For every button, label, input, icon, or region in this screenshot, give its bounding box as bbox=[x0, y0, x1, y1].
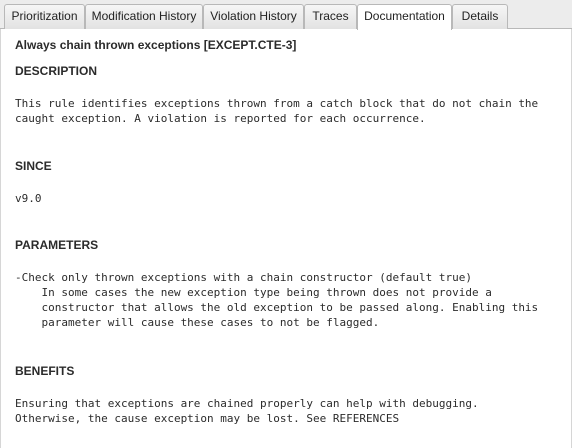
tab-prioritization[interactable]: Prioritization bbox=[4, 4, 85, 29]
since-text: v9.0 bbox=[15, 192, 42, 205]
parameters-heading: PARAMETERS bbox=[15, 238, 99, 252]
tab-violation-history[interactable]: Violation History bbox=[203, 4, 304, 29]
benefits-heading: BENEFITS bbox=[15, 364, 75, 378]
description-text: This rule identifies exceptions thrown from a catch block that do not chain the caught exception. A violation is reported for each occurrence. bbox=[15, 97, 539, 125]
tab-modification-history[interactable]: Modification History bbox=[85, 4, 203, 29]
tab-bar bbox=[0, 0, 572, 29]
description-heading: DESCRIPTION bbox=[15, 64, 98, 78]
tab-traces[interactable]: Traces bbox=[304, 4, 357, 29]
rule-title: Always chain thrown exceptions [EXCEPT.CTE-3] bbox=[15, 38, 297, 52]
parameters-text: -Check only thrown exceptions with a chain constructor (default true) In some cases the new exception type being thrown does not provide a constructor that allows the old exception to be passed along. Enabling this parameter will cause these cases to not be flagged. bbox=[15, 271, 539, 329]
benefits-text: Ensuring that exceptions are chained properly can help with debugging. Otherwise, the cause exception may be lost. See REFERENCES bbox=[15, 397, 479, 425]
since-heading: SINCE bbox=[15, 159, 52, 173]
tab-details[interactable]: Details bbox=[452, 4, 508, 29]
tab-documentation[interactable]: Documentation bbox=[357, 4, 452, 30]
documentation-panel bbox=[0, 29, 572, 448]
